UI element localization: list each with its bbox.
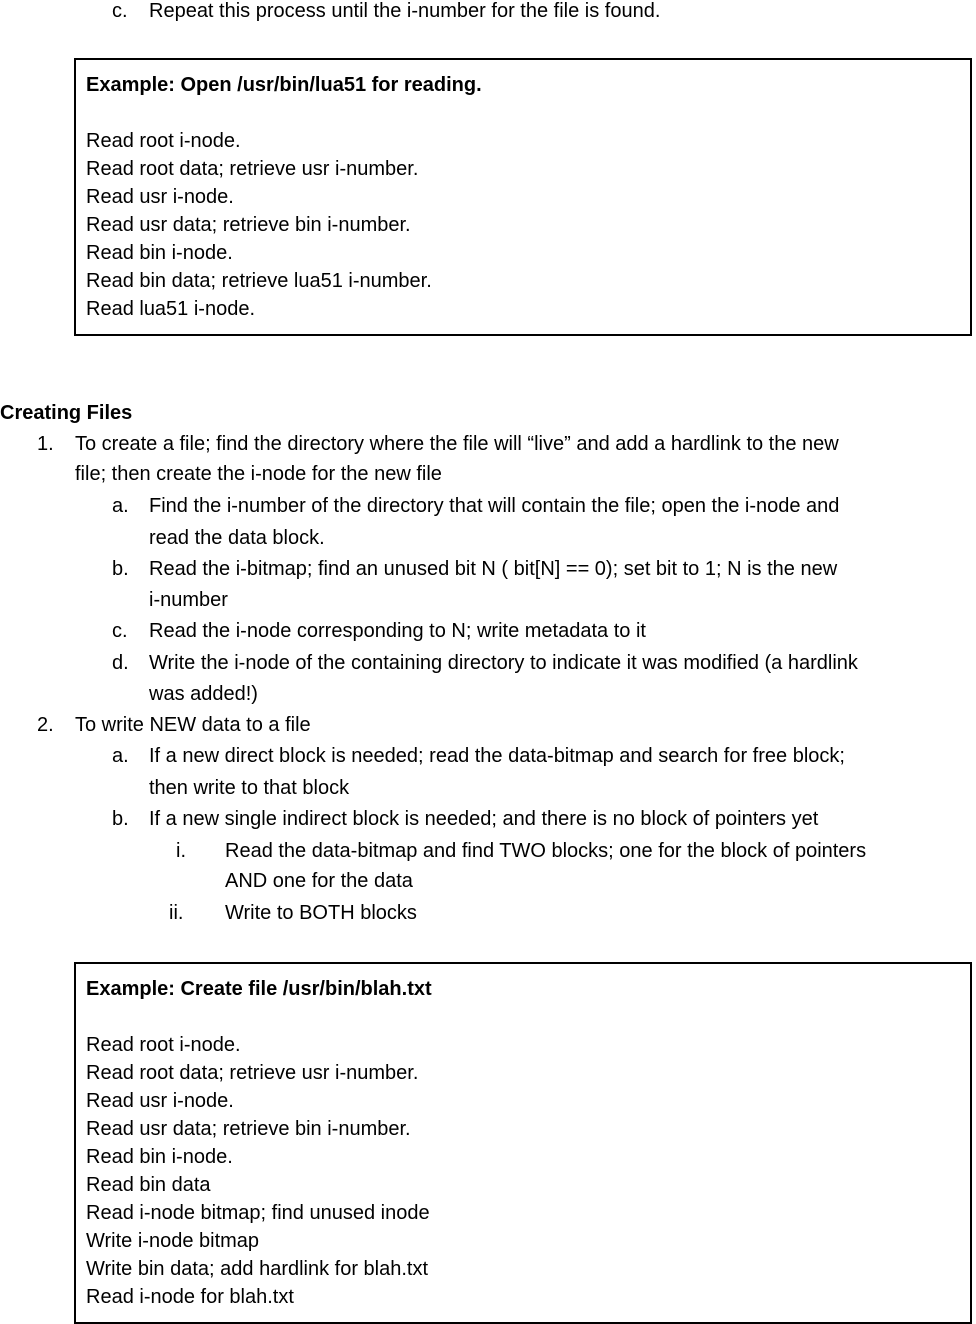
list-item-text: then write to that block	[149, 777, 350, 799]
list-marker: b.	[112, 558, 129, 580]
example-line: Read bin data	[86, 1174, 211, 1196]
list-item-text: Read the i-bitmap; find an unused bit N ( bit[N] == 0); set bit to 1; N is the new	[149, 558, 838, 580]
list-item-text: Read the i-node corresponding to N; write metadata to it	[149, 620, 646, 642]
list-item-text: Read the data-bitmap and find TWO blocks; one for the block of pointers	[225, 840, 867, 862]
list-item-text: AND one for the data	[225, 870, 413, 892]
example-box-create-file	[74, 962, 972, 1324]
list-item-text: read the data block.	[149, 527, 325, 549]
list-marker: 1.	[37, 433, 54, 455]
list-marker: a.	[112, 495, 129, 517]
example-line: Read bin i-node.	[86, 1146, 233, 1168]
example-line: Read i-node for blah.txt	[86, 1286, 294, 1308]
list-marker: 2.	[37, 714, 54, 736]
list-marker: d.	[112, 652, 129, 674]
list-item-text: Write the i-node of the containing directory to indicate it was modified (a hardlink	[149, 652, 858, 674]
list-item-text: Repeat this process until the i-number for the file is found.	[149, 0, 661, 22]
example-line: Write bin data; add hardlink for blah.txt	[86, 1258, 429, 1280]
example-line: Read root data; retrieve usr i-number.	[86, 1062, 419, 1084]
list-item-text: Find the i-number of the directory that will contain the file; open the i-node and	[149, 495, 840, 517]
example-line: Read bin i-node.	[86, 242, 233, 264]
list-marker: i.	[176, 840, 186, 862]
section-heading: Creating Files	[0, 402, 133, 424]
list-marker: a.	[112, 745, 129, 767]
example-line: Write i-node bitmap	[86, 1230, 260, 1252]
list-item-text: file; then create the i-node for the new file	[75, 463, 442, 485]
example-box-open-file	[74, 58, 972, 336]
example-line: Read root i-node.	[86, 1034, 241, 1056]
example-line: Read bin data; retrieve lua51 i-number.	[86, 270, 432, 292]
example-line: Read i-node bitmap; find unused inode	[86, 1202, 430, 1224]
example-title: Example: Create file /usr/bin/blah.txt	[86, 978, 432, 1000]
example-line: Read usr data; retrieve bin i-number.	[86, 1118, 411, 1140]
list-marker: c.	[112, 0, 128, 22]
example-line: Read lua51 i-node.	[86, 298, 256, 320]
list-item-text: If a new single indirect block is needed; and there is no block of pointers yet	[149, 808, 819, 830]
list-marker: ii.	[169, 902, 184, 924]
list-item-text: i-number	[149, 589, 228, 611]
example-line: Read usr i-node.	[86, 1090, 234, 1112]
list-marker: b.	[112, 808, 129, 830]
example-line: Read root i-node.	[86, 130, 241, 152]
list-item-text: Write to BOTH blocks	[225, 902, 417, 924]
example-line: Read root data; retrieve usr i-number.	[86, 158, 419, 180]
example-title: Example: Open /usr/bin/lua51 for reading.	[86, 74, 482, 96]
list-marker: c.	[112, 620, 128, 642]
list-item-text: If a new direct block is needed; read the data-bitmap and search for free block;	[149, 745, 845, 767]
list-item-text: was added!)	[149, 683, 258, 705]
example-line: Read usr i-node.	[86, 186, 234, 208]
example-line: Read usr data; retrieve bin i-number.	[86, 214, 411, 236]
list-item-text: To create a file; find the directory where the file will “live” and add a hardlink to the new	[75, 433, 839, 455]
list-item-text: To write NEW data to a file	[75, 714, 311, 736]
